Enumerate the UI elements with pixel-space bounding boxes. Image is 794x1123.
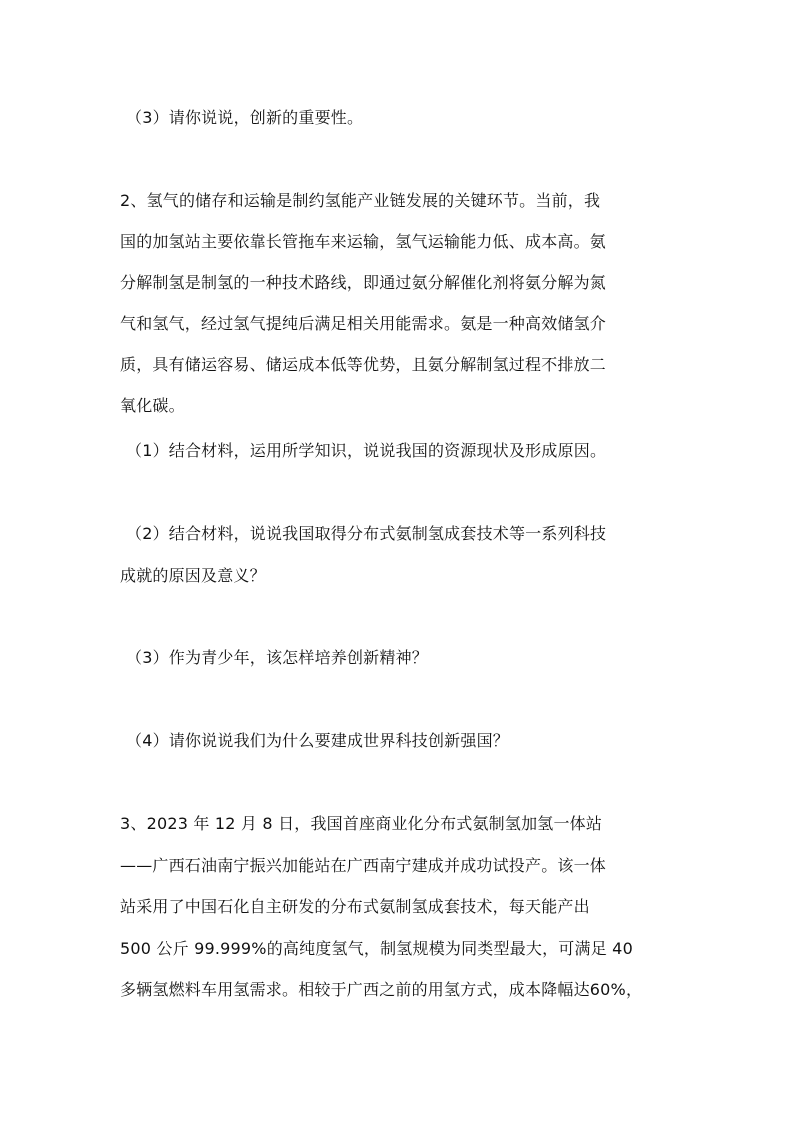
q2-intro-line: 分解制氢是制氢的一种技术路线，即通过氨分解催化剂将氨分解为氮 [120,273,607,292]
q2-intro-line: 气和氢气，经过氢气提纯后满足相关用能需求。氨是一种高效储氢介 [120,314,607,333]
q2-intro-line: 国的加氢站主要依靠长管拖车来运输，氢气运输能力低、成本高。氨 [120,232,607,251]
q2-intro-line: 2、氢气的储存和运输是制约氢能产业链发展的关键环节。当前，我 [120,191,601,210]
q3-line: 3、2023 年 12 月 8 日，我国首座商业化分布式氨制氢加氢一体站 [120,814,603,833]
q3-line: ——广西石油南宁振兴加能站在广西南宁建成并成功试投产。该一体 [120,856,607,875]
q3-line: 多辆氢燃料车用氢需求。相较于广西之前的用氢方式，成本降幅达60%， [120,980,643,999]
q2-part3-text: （3）作为青少年，该怎样培养创新精神？ [126,648,428,667]
q1-part3-text: （3）请你说说，创新的重要性。 [126,108,364,127]
q3-line: 500 公斤 99.999%的高纯度氢气，制氢规模为同类型最大，可满足 40 [120,939,633,958]
q2-part1-text: （1）结合材料，运用所学知识，说说我国的资源现状及形成原因。 [126,441,607,460]
q2-part4-text: （4）请你说说我们为什么要建成世界科技创新强国？ [126,731,509,750]
q2-intro-line: 质，具有储运容易、储运成本低等优势，且氨分解制氢过程不排放二 [120,355,607,374]
q3-line: 站采用了中国石化自主研发的分布式氨制氢成套技术，每天能产出 [120,897,590,916]
q2-intro-line: 氧化碳。 [120,396,185,415]
q2-part2-line: 成就的原因及意义？ [120,566,266,585]
q2-part2-line: （2）结合材料，说说我国取得分布式氨制氢成套技术等一系列科技 [126,524,607,543]
